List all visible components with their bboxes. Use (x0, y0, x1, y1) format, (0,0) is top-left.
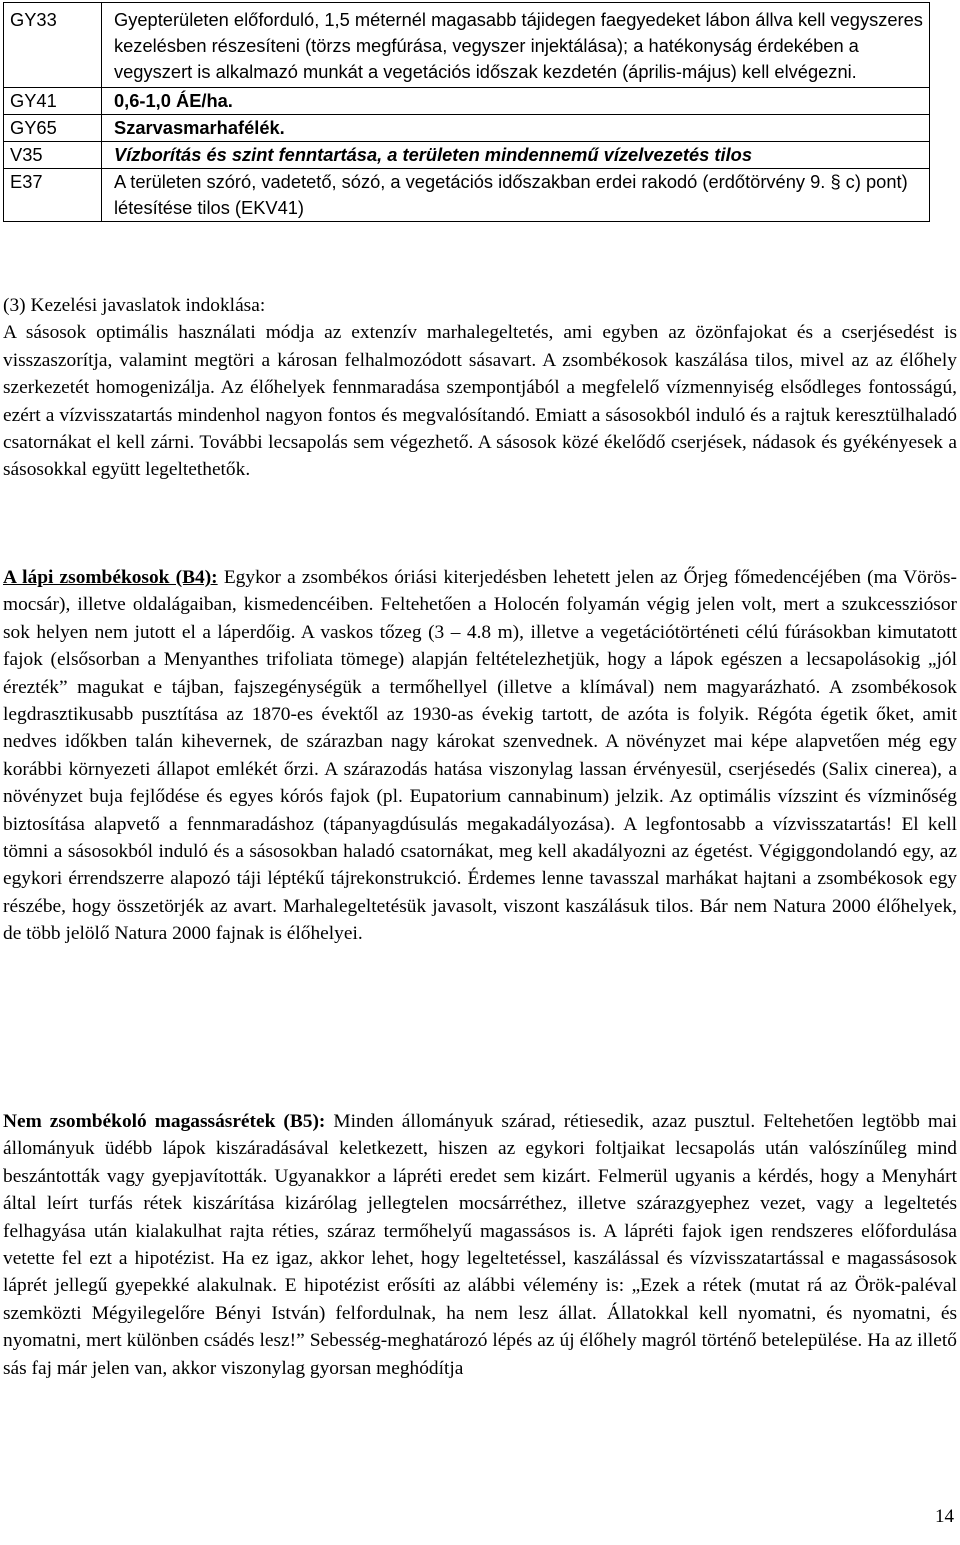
description-cell: 0,6-1,0 ÁE/ha. (102, 88, 930, 115)
table-row (4, 88, 930, 115)
section-b5 (3, 1108, 957, 1382)
code-cell: GY41 (4, 88, 102, 115)
b4-title: A lápi zsombékosok (B4): (3, 567, 218, 588)
page-number: 14 (935, 1506, 954, 1527)
treatment-code-table (3, 2, 930, 222)
section-3 (3, 292, 957, 484)
description-cell: Szarvasmarhafélék. (102, 115, 930, 142)
b4-text: Egykor a zsombékos óriási kiterjedésben lehetett jelen az Őrjeg főmedencéjében (ma Vörös-mocsár), illetve oldalágaiban, kismedencéiben. Feltehetően a Holocén folyamán végig jelen volt, mert a szukcessziósor sok helyen nem jutott el a láperdőig. A vaskos tőzeg (3 – 4.8 m), illetve a vegetációtörténeti célú fúrásokban kimutatott fajok (elsősorban a Menyanthes trifoliata tömege) alapján feltételezhetjük, hogy a lápok egészen a lecsapolásokig „jól érezték” magukat e tájban, fajszegénységük a termőhellyel (illetve a klímával) nem magyarázható. A zsombékosok legdrasztikusabb pusztítása az 1870-es évektől az 1930-as évekig tartott, de azóta is folyik. Régóta égetik őket, amit nedves időkben talán kihevernek, de szárazban nagy károkat szenvednek. A növényzet mai képe alapvetően még egy korábbi környezeti állapot emlékét őrzi. A szárazodás hatása viszonylag lassan érvényesül, cserjésedés (Salix cinerea), a növényzet buja fejlődése és egyes kórós fajok (pl. Eupatorium cannabinum) jelzik. Az optimális vízszint és vízminőség biztosítása alapvető a fennmaradáshoz (tápanyagdúsulás megakadályozása). A legfontosabb a vízvisszatartás! El kell tömni a sásosokból induló és a sásosokban haladó csatornákat, meg kell akadályozni az égetést. Végiggondolandó egy, az egykori érrendszerre alapozó táji léptékű tájrekonstrukció. Érdemes lenne tavasszal marhákat hajtani a zsombékosok egy részébe, hogy összetörjék az avart. Marhalegeltetésük javasolt, viszont kaszálásuk tilos. Bár nem Natura 2000 élőhelyek, de több jelölő Natura 2000 fajnak is élőhelyei. (3, 567, 957, 945)
table-row (4, 169, 930, 222)
section-3-heading: (3) Kezelési javaslatok indoklása: (3, 295, 266, 316)
code-cell: GY65 (4, 115, 102, 142)
description-cell: Gyepterületen előforduló, 1,5 méternél magasabb tájidegen faegyedeket lábon állva kell vegyszeres kezelésben részesíteni (törzs megfúrása, vegyszer injektálása); a hatékonyság érdekében a vegyszert is alkalmazó munkát a vegetációs időszak kezdetén (április-május) kell elvégezni. (102, 3, 930, 88)
b4-paragraph (3, 564, 957, 948)
description-cell: Vízborítás és szint fenntartása, a területen mindennemű vízelvezetés tilos (102, 142, 930, 169)
b5-title: Nem zsombékoló magassásrétek (B5): (3, 1111, 326, 1132)
b5-text: Minden állományuk szárad, rétiesedik, azaz pusztul. Feltehetően legtöbb mai állományuk üdébb lápok kiszáradásával keletkezett, hiszen az egykori foltjaikat lecsapolás után valószínűleg mind beszántották vagy gyepjavították. Ugyanakkor a lápréti eredet sem kizárt. Felmerül ugyanis a kérdés, hogy a Menyhárt által leírt turfás rétek kiszárítása kizárólag jellegtelen mocsárréthez, illetve szárazgyephez vezet, vagy a legeltetés felhagyása után kialakulhat rajta réties, száraz termőhelyű magassásos is. A lápréti fajok igen rendszeres előfordulása vetette fel ezt a hipotézist. Ha ez igaz, akkor lehet, hogy legeltetéssel, kaszálással és vízvisszatartással e magassásosok láprét jellegű gyepekké alakulnak. E hipotézist erősíti az alábbi vélemény is: „Ezek a rétek (mutat rá az Örök-paléval szemközti Mégyilegelőre Bényi István) felfordulnak, ha nem lesz állat. Állatokkal kell nyomatni, és nyomatni, és nyomatni, mert különben csádés lesz!” Sebesség-meghatározó lépés az új élőhely magról történő betelepülése. Ha az illető sás faj már jelen van, akkor viszonylag gyorsan meghódítja (3, 1111, 957, 1379)
section-b4 (3, 564, 957, 948)
table-row (4, 115, 930, 142)
table-row (4, 3, 930, 88)
code-cell: GY33 (4, 3, 102, 88)
table-row (4, 142, 930, 169)
description-cell: A területen szóró, vadetető, sózó, a vegetációs időszakban erdei rakodó (erdőtörvény 9. § c) pont) létesítése tilos (EKV41) (102, 169, 930, 222)
section-3-paragraph: A sásosok optimális használati módja az extenzív marhalegeltetés, ami egyben az özönfajokat és a cserjésedést is visszaszorítja, valamint megtöri a károsan felhalmozódott sásavart. A zsombékosok kaszálása tilos, mivel az az élőhely szerkezetét homogenizálja. Az élőhelyek fennmaradása szempontjából a megfelelő vízmennyiség elsődleges fontosságú, ezért a vízvisszatartás mindenhol nagyon fontos és megvalósítandó. Emiatt a sásosokból induló és a rajtuk keresztülhaladó csatornákat el kell zárni. További lecsapolás sem végezhető. A sásosok közé ékelődő cserjések, nádasok és gyékényesek a sásosokkal együtt legeltethetők. (3, 322, 957, 481)
code-cell: V35 (4, 142, 102, 169)
b5-paragraph (3, 1108, 957, 1382)
code-cell: E37 (4, 169, 102, 222)
